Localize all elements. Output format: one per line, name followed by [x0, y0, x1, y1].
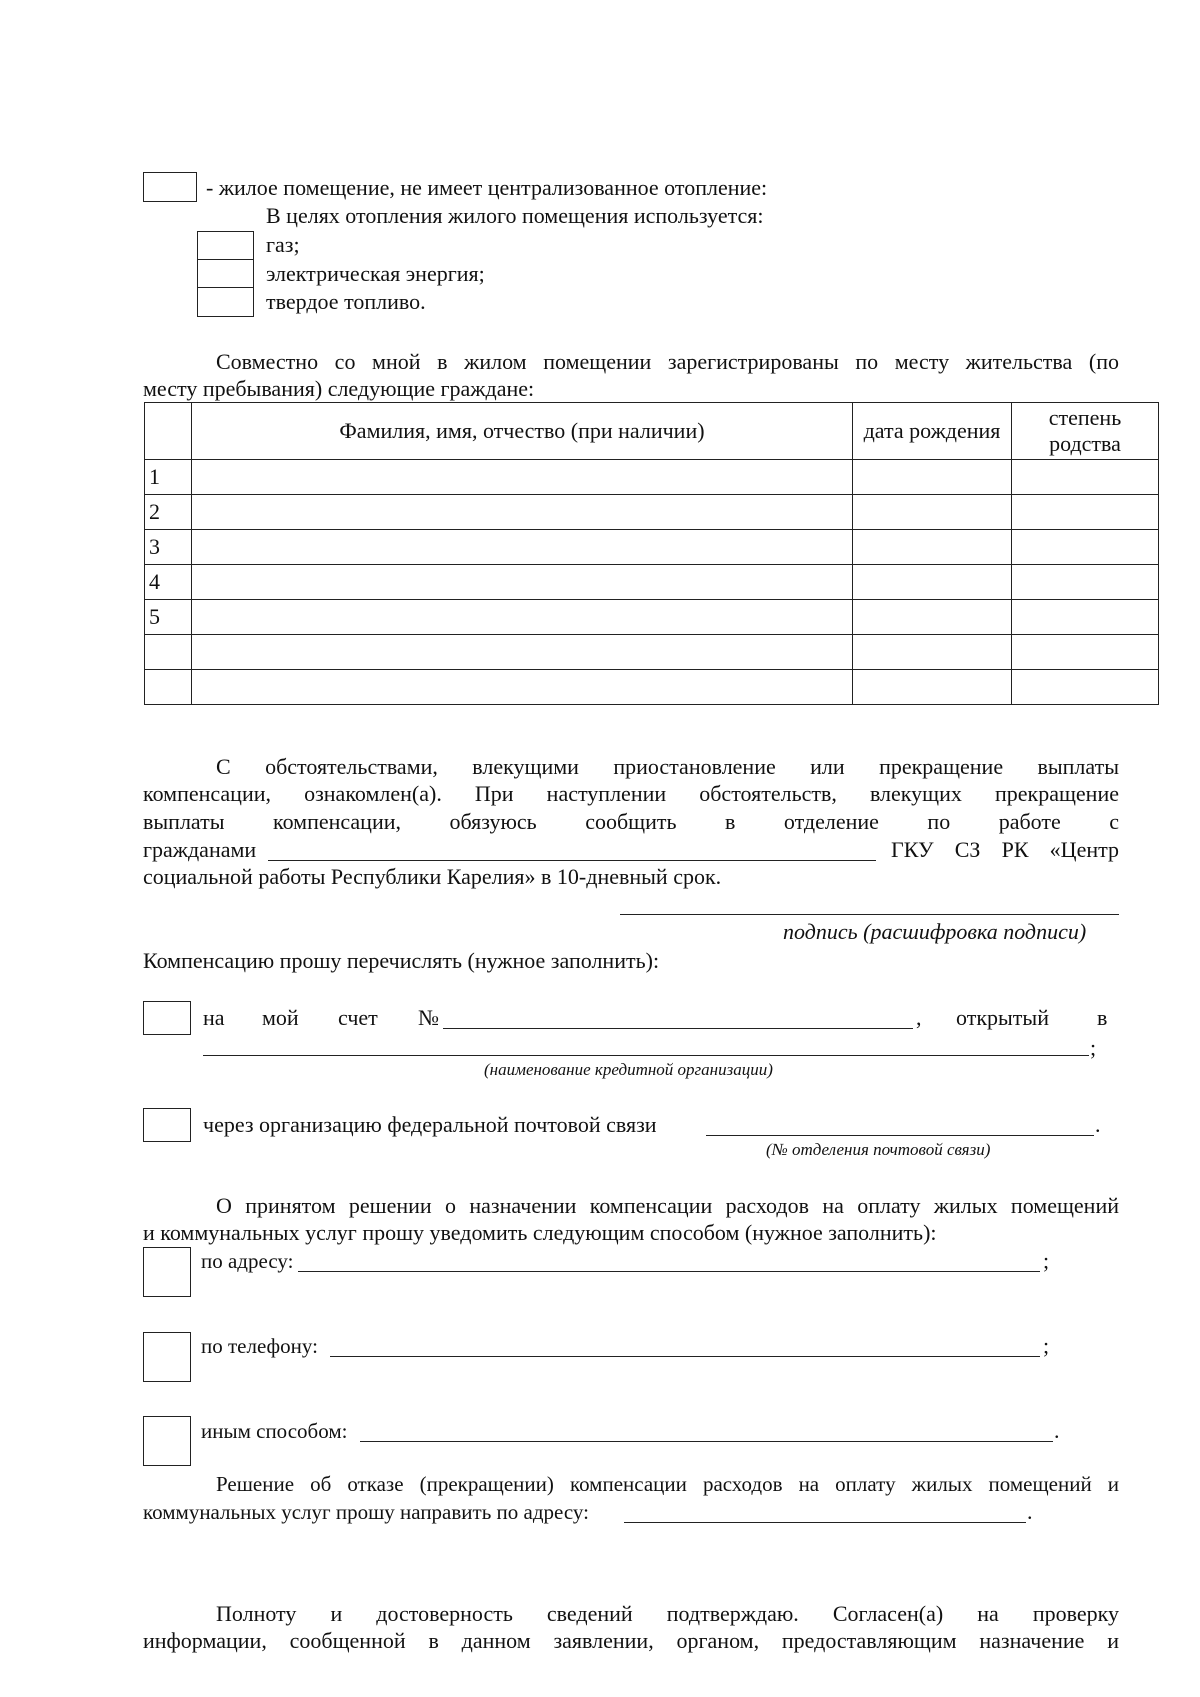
table-row: [145, 460, 1159, 495]
account-word-moy: мой: [262, 1005, 299, 1030]
opened-word: открытый: [956, 1005, 1049, 1030]
heating-used-label: В целях отопления жилого помещения используется:: [266, 203, 764, 228]
relation-cell[interactable]: [1012, 670, 1159, 705]
bank-name-field[interactable]: [203, 1055, 1089, 1056]
account-word-na: на: [203, 1005, 225, 1030]
account-number-field[interactable]: [443, 1028, 913, 1029]
table-row: [145, 495, 1159, 530]
fullname-cell[interactable]: [192, 600, 853, 635]
circumstances-line1: С обстоятельствами, влекущими приостановление или прекращение выплаты: [216, 754, 1119, 779]
row-number: 3: [145, 530, 192, 565]
account-word-number: №: [418, 1005, 439, 1030]
circumstances-line2: компенсации, ознакомлен(а). При наступлении обстоятельств, влекущих прекращение: [143, 781, 1119, 806]
gas-checkbox[interactable]: [197, 231, 254, 261]
refusal-line1: Решение об отказе (прекращении) компенсации расходов на оплату жилых помещений и: [216, 1472, 1119, 1496]
account-comma: ,: [916, 1005, 922, 1030]
account-word-schet: счет: [338, 1005, 378, 1030]
notify-phone-end: ;: [1043, 1333, 1050, 1358]
no-central-heating-label: - жилое помещение, не имеет централизованное отопление:: [206, 175, 768, 200]
notify-phone-field[interactable]: [330, 1356, 1040, 1357]
circumstances-line4-end: ГКУ СЗ РК «Центр: [891, 837, 1119, 862]
notify-other-label: иным способом:: [201, 1419, 348, 1443]
registered-intro-line2: месту пребывания) следующие граждане:: [143, 376, 535, 401]
bank-semicolon: ;: [1090, 1035, 1097, 1060]
post-office-checkbox[interactable]: [143, 1108, 191, 1142]
relation-cell[interactable]: [1012, 495, 1159, 530]
department-name-field[interactable]: [268, 860, 876, 861]
refusal-address-field[interactable]: [624, 1522, 1026, 1523]
birthdate-cell[interactable]: [853, 460, 1012, 495]
notify-address-checkbox[interactable]: [143, 1247, 191, 1297]
post-period: .: [1095, 1112, 1101, 1137]
consent-line1: Полноту и достоверность сведений подтверждаю. Согласен(а) на проверку: [216, 1601, 1119, 1626]
payment-title: Компенсацию прошу перечислять (нужное заполнить):: [143, 948, 660, 973]
birthdate-cell[interactable]: [853, 635, 1012, 670]
fullname-cell[interactable]: [192, 635, 853, 670]
row-number: 4: [145, 565, 192, 600]
opened-word-v: в: [1097, 1005, 1108, 1030]
birthdate-cell[interactable]: [853, 530, 1012, 565]
birthdate-cell[interactable]: [853, 600, 1012, 635]
row-number: 5: [145, 600, 192, 635]
registered-intro-line1: Совместно со мной в жилом помещении зарегистрированы по месту жительства (по: [216, 349, 1119, 374]
notify-other-end: .: [1054, 1418, 1060, 1443]
relation-cell[interactable]: [1012, 530, 1159, 565]
relation-cell[interactable]: [1012, 460, 1159, 495]
relation-cell[interactable]: [1012, 635, 1159, 670]
table-header-birthdate: дата рождения: [853, 403, 1012, 460]
row-number: [145, 635, 192, 670]
row-number: [145, 670, 192, 705]
table-row: [145, 635, 1159, 670]
notify-line1: О принятом решении о назначении компенсации расходов на оплату жилых помещений: [216, 1193, 1119, 1218]
notify-other-field[interactable]: [360, 1441, 1053, 1442]
table-row: [145, 565, 1159, 600]
notify-address-label: по адресу:: [201, 1249, 294, 1273]
notify-address-end: ;: [1043, 1248, 1050, 1273]
bank-caption: (наименование кредитной организации): [484, 1060, 773, 1079]
notify-phone-label: по телефону:: [201, 1334, 318, 1358]
table-row: [145, 670, 1159, 705]
consent-line2: информации, сообщенной в данном заявлении, органом, предоставляющим назначение и: [143, 1628, 1119, 1653]
notify-phone-checkbox[interactable]: [143, 1332, 191, 1382]
electric-checkbox[interactable]: [197, 259, 254, 289]
bank-account-checkbox[interactable]: [143, 1001, 191, 1035]
row-number: 2: [145, 495, 192, 530]
circumstances-line4-start: гражданами: [143, 837, 257, 862]
birthdate-cell[interactable]: [853, 565, 1012, 600]
refusal-line2: коммунальных услуг прошу направить по адресу:: [143, 1500, 589, 1524]
circumstances-line3: выплаты компенсации, обязуюсь сообщить в отделение по работе с: [143, 809, 1119, 834]
fullname-cell[interactable]: [192, 565, 853, 600]
table-header-fullname: Фамилия, имя, отчество (при наличии): [192, 403, 853, 460]
birthdate-cell[interactable]: [853, 670, 1012, 705]
post-office-label: через организацию федеральной почтовой связи: [203, 1112, 657, 1137]
refusal-end: .: [1027, 1499, 1033, 1524]
notify-other-checkbox[interactable]: [143, 1416, 191, 1466]
notify-address-field[interactable]: [298, 1271, 1040, 1272]
table-header-number: [145, 403, 192, 460]
solid-fuel-label: твердое топливо.: [266, 289, 426, 314]
signature-field[interactable]: [620, 914, 1119, 915]
post-caption: (№ отделения почтовой связи): [766, 1140, 991, 1159]
table-row: [145, 600, 1159, 635]
fullname-cell[interactable]: [192, 460, 853, 495]
fullname-cell[interactable]: [192, 670, 853, 705]
fullname-cell[interactable]: [192, 530, 853, 565]
no-central-heating-checkbox[interactable]: [143, 172, 197, 202]
solid-fuel-checkbox[interactable]: [197, 287, 254, 317]
registered-citizens-table: [144, 402, 1159, 705]
table-header-relation: степень родства: [1012, 403, 1159, 460]
table-row: [145, 530, 1159, 565]
fullname-cell[interactable]: [192, 495, 853, 530]
relation-cell[interactable]: [1012, 600, 1159, 635]
notify-line2: и коммунальных услуг прошу уведомить следующим способом (нужное заполнить):: [143, 1220, 937, 1245]
circumstances-line5: социальной работы Республики Карелия» в 10-дневный срок.: [143, 864, 722, 889]
electric-label: электрическая энергия;: [266, 261, 485, 286]
relation-cell[interactable]: [1012, 565, 1159, 600]
post-office-number-field[interactable]: [706, 1135, 1094, 1136]
gas-label: газ;: [266, 232, 300, 257]
signature-caption: подпись (расшифровка подписи): [783, 919, 1087, 944]
birthdate-cell[interactable]: [853, 495, 1012, 530]
row-number: 1: [145, 460, 192, 495]
